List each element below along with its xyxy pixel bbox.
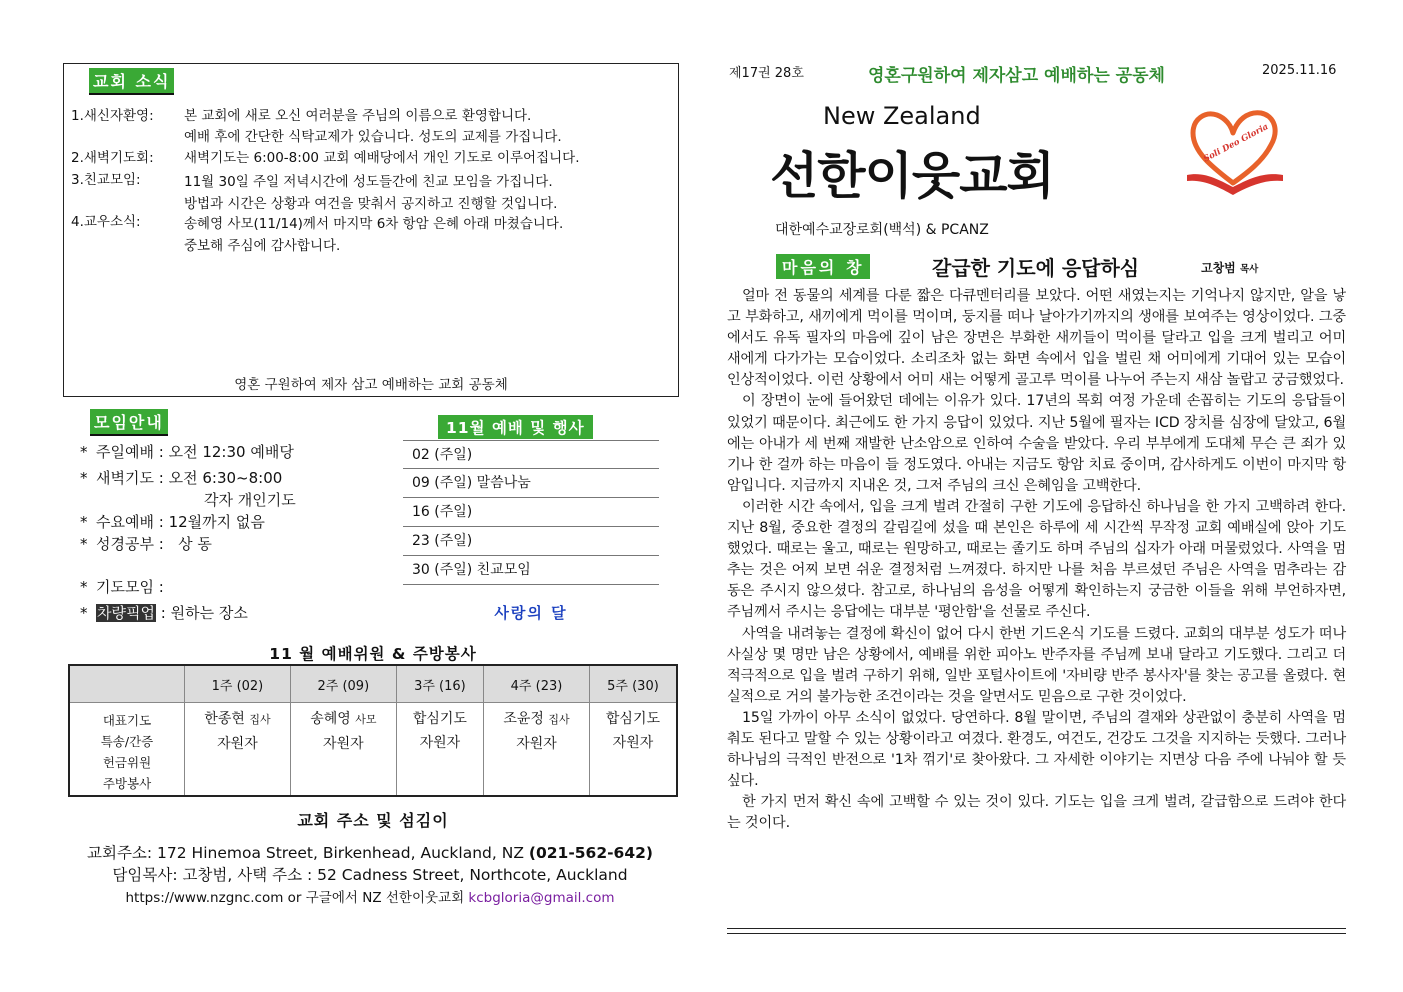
news-text: 예배 후에 간단한 식탁교제가 있습니다. 성도의 교제를 가집니다. [184,129,562,145]
column-paragraph: 한 가지 먼저 확신 속에 고백할 수 있는 것이 있다. 기도는 입을 크게 벌려, 갈급함으로 드려야 한다는 것이다. [727,794,1346,832]
meeting-label: 새벽기도 [96,469,154,487]
website-link[interactable]: https://www.nzgnc.com [125,890,284,906]
news-label: 2.새벽기도회: [71,150,154,166]
website-note: or 구글에서 NZ 선한이웃교회 [283,890,469,906]
church-denomination: 대한예수교장로회(백석) & PCANZ [775,222,989,238]
address-title: 교회 주소 및 섬김이 [297,811,449,830]
duty-volunteer: 자원자 [516,736,557,752]
duty-header-empty [70,666,185,703]
news-text: 새벽기도는 6:00-8:00 교회 예배당에서 개인 기도로 이루어집니다. [184,150,580,166]
duty-name-title: 집사 [249,713,271,726]
news-label: 3.친교모임: [71,172,141,188]
church-address: 교회주소: 172 Hinemoa Street, Birkenhead, Auckland, NZ [87,844,524,862]
duty-week-header: 2주 (09) [290,666,396,703]
events-title: 11월 예배 및 행사 [438,415,593,439]
duty-volunteer: 자원자 [419,735,461,751]
duty-week-header: 3주 (16) [396,666,483,703]
duty-role: 대표기도 [102,713,152,728]
meeting-prayer [80,576,164,597]
news-text: 11월 30일 주일 저녁시간에 성도들간에 친교 모임을 가집니다. [184,174,553,190]
meeting-value: 상 동 [168,535,212,553]
colon: : [158,578,164,596]
meeting-value: 원하는 장소 [170,604,248,622]
duty-name: 합심기도 [605,711,661,727]
news-text: 중보해 주심에 감사합니다. [184,238,341,254]
colon: : [160,604,166,622]
address-line-2: 담임목사: 고창범, 사택 주소 : 52 Cadness Street, Northcote, Auckland [112,866,628,884]
bottom-double-rule [727,928,1346,934]
duty-name: 조윤정 [503,711,544,727]
duty-volunteer: 자원자 [217,736,258,752]
event-row: 16 (주일) [403,498,659,527]
duty-roles [70,703,185,796]
duty-name: 송혜영 [310,711,351,727]
address-line-3 [40,886,700,906]
news-footer: 영혼 구원하여 제자 삼고 예배하는 교회 공동체 [234,377,508,393]
duty-cell [396,703,483,796]
church-news-title: 교회 소식 [89,68,174,95]
duty-week-header: 1주 (02) [185,666,291,703]
duty-role: 특송/간증 [100,734,154,749]
meeting-sunday-worship [80,441,294,462]
column-paragraph: 이 장면이 눈에 들어왔던 데에는 이유가 있다. 17년의 목회 여정 가운데 손꼽히는 기도의 응답들이 있었기 때문이다. 최근에도 한 가지 응답이 있었다. 지난 5월에 필자는 ICD 장치를 심장에 달았고, 6월에는 아내가 세 번째 재발한 난소암으로 인하여 수술을 받았다. 우리 부부에게 도대체 무슨 큰 죄가 있기나 한 걸까 하는 마음이 들 정도였다. 아내는 지금도 항암 치료 중이며, 감사하게도 이번이 마지막 항암입니다. 지금까지 지내온 것, 그저 주님의 크신 은혜임을 고백한다. [727,393,1346,494]
duty-cell [484,703,590,796]
column-title: 갈급한 기도에 응답하심 [932,256,1140,280]
meeting-dawn-prayer [80,467,282,488]
column-author [1201,259,1258,276]
meeting-label: 기도모임 [96,578,154,596]
meeting-label: 성경공부 [96,535,154,553]
news-label: 1.새신자환영: [71,108,154,124]
author-title: 목사 [1239,264,1259,275]
meeting-label-highlight: 차량픽업 [97,604,155,622]
email-link[interactable]: kcbgloria@gmail.com [468,890,615,906]
duty-role: 헌금위원 [102,755,152,770]
meeting-value: 각자 개인기도 [204,491,296,509]
volume-number: 제17권 28호 [729,66,804,81]
church-motto: 영혼구원하여 제자삼고 예배하는 공동체 [868,66,1165,86]
address-line-1 [40,841,700,863]
meeting-value: 12월까지 없음 [168,513,265,531]
church-country: New Zealand [823,102,981,130]
meeting-label: 주일예배 [96,443,154,461]
bullet-star: * [80,604,88,622]
bullet-star: * [80,578,88,596]
meeting-value: 오전 6:30~8:00 [168,469,283,487]
church-name: 선한이웃교회 [770,147,1054,205]
duty-name: 한종현 [204,711,245,727]
duty-cell [589,703,676,796]
event-row: 23 (주일) [403,527,659,556]
bullet-star: * [80,443,88,461]
bullet-star: * [80,513,88,531]
colon: : [158,443,164,461]
duty-week-header: 5주 (30) [589,666,676,703]
church-phone: (021-562-642) [528,844,653,862]
duty-cell [290,703,396,796]
bulletin-date: 2025.11.16 [1262,63,1337,78]
news-text: 송혜영 사모(11/14)께서 마지막 6차 항암 은혜 아래 마쳤습니다. [184,216,564,232]
column-paragraph: 이러한 시간 속에서, 입을 크게 벌려 간절히 구한 기도에 응답하신 하나님을 한 가지 고백하려 한다. 지난 8월, 중요한 결정의 갈림길에 섰을 때 본인은 하루에 세 시간씩 무작정 교회 예배실에 앉아 기도했었다. 때로는 울고, 때로는 원망하고, 때로는 졸기도 하며 주님의 십자가 아래 머물렀었다. 사역을 멈추는 것은 어찌 보면 쉬운 결정처럼 느껴졌다. 하지만 나를 처음 부르셨던 주님은 사역을 멈추라는 감동은 주시지 않으셨다. 참고로, 하나님의 음성을 어떻게 확인하는지 궁금한 이들을 위해 부언하자면, 주님께서 주시는 응답에는 대부분 '평안함'을 선물로 주신다. [727,498,1346,621]
events-caption: 사랑의 달 [494,604,568,622]
colon: : [158,535,164,553]
column-paragraph: 사역을 내려놓는 결정에 확신이 없어 다시 한번 기드온식 기도를 드렸다. 교회의 대부분 성도가 떠나 사실상 몇 명만 남은 상황에서, 예배를 위한 피아노 반주자를 주님께 보내 달라고 기도했다. 그리고 더 적극적으로 입을 벌려 구하기 위해, 일반 포털사이트에 '자비량 반주 봉사자'를 찾는 공고를 올렸다. 현실적으로 거의 불가능한 조건이라는 것을 알면서도 믿음으로 구한 것이었다. [727,625,1346,705]
colon: : [158,513,164,531]
event-row: 02 (주일) [403,440,659,469]
author-name: 고창범 [1201,261,1236,275]
duty-name-title: 집사 [548,713,570,726]
meeting-dawn-prayer-note [204,489,296,510]
duty-title: 11 월 예배위원 & 주방봉사 [269,645,477,663]
column-tag: 마음의 창 [776,254,870,279]
duty-name: 합심기도 [412,711,467,727]
meeting-wednesday [80,511,265,532]
church-logo-icon [1185,105,1285,200]
colon: : [158,469,164,487]
column-paragraph: 15일 가까이 아무 소식이 없었다. 당연하다. 8월 말이면, 주님의 결재와 상관없이 충분히 사역을 멈춰도 된다고 말할 수 있는 상황이라고 여겼다. 환경도, 여건도, 건강도 그것을 지지하는 듯했다. 그러나 하나님의 극적인 반전으로 '1차 꺾기'로 찾아왔다. 그 자세한 이야기는 지면상 다음 주에 나눠야 할 듯싶다. [727,709,1346,790]
meeting-pickup [80,602,248,623]
duty-name-title: 사모 [355,713,377,726]
church-news-box [63,63,679,397]
duty-week-header: 4주 (23) [484,666,590,703]
meeting-bible-study [80,533,212,554]
duty-role: 주방봉사 [102,776,152,791]
event-row: 30 (주일) 친교모임 [403,556,659,585]
column-paragraph: 얼마 전 동물의 세계를 다룬 짧은 다큐멘터리를 보았다. 어떤 새였는지는 기억나지 않지만, 알을 낳고 부화하고, 새끼에게 먹이를 먹이며, 둥지를 떠나 날아가기까지의 생애를 보여주는 영상이었다. 그중에서도 유독 필자의 마음에 깊이 남은 장면은 부화한 새끼들이 먹이를 달라고 입을 크게 벌리고 어미 새에게 다가가는 모습이었다. 소리조차 없는 화면 속에서 입을 벌린 채 어미에게 기대어 있는 모습이 인상적이었다. 이런 상황에서 어미 새는 어떻게 골고루 먹이를 나누어 주는지 새삼 놀랍고 궁금했었다. [727,288,1346,389]
duty-cell [185,703,291,796]
news-label: 4.교우소식: [71,214,141,230]
column-body [727,286,1346,834]
meetings-title: 모임안내 [90,409,168,436]
duty-volunteer: 자원자 [612,735,654,751]
meeting-label: 수요예배 [96,513,154,531]
news-text: 방법과 시간은 상황과 여건을 맞춰서 공지하고 진행할 것입니다. [184,196,558,212]
logo-text: Soli Deo Gloria [1201,121,1271,165]
bullet-star: * [80,535,88,553]
news-text: 본 교회에 새로 오신 여러분을 주님의 이름으로 환영합니다. [184,108,532,124]
bullet-star: * [80,469,88,487]
event-row: 09 (주일) 말씀나눔 [403,469,659,498]
duty-table [68,664,678,797]
duty-volunteer: 자원자 [323,736,364,752]
events-list [403,440,659,585]
meeting-value: 오전 12:30 예배당 [168,443,294,461]
